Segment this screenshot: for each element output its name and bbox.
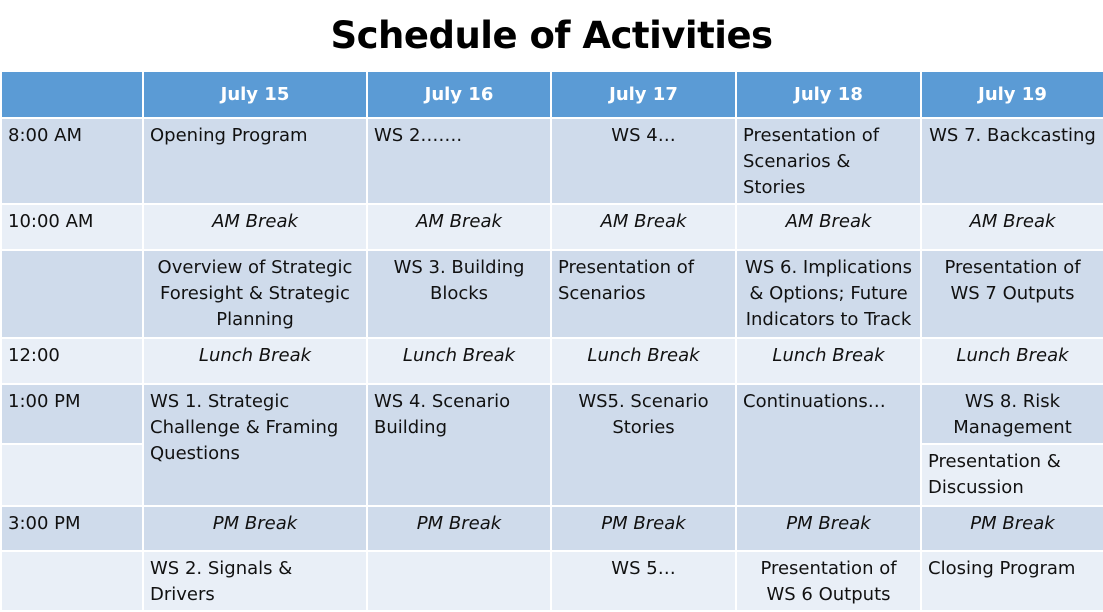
activity-cell: WS 7. Backcasting [921, 118, 1103, 204]
time-cell [1, 250, 143, 338]
activity-cell: Overview of Strategic Foresight & Strategic Planning [143, 250, 367, 338]
activity-cell: WS 6. Implications & Options; Future Indicators to Track [736, 250, 921, 338]
break-cell: Lunch Break [367, 338, 551, 384]
time-cell: 12:00 [1, 338, 143, 384]
table-row [1, 338, 1103, 384]
break-cell: AM Break [921, 204, 1103, 250]
break-cell: PM Break [367, 506, 551, 551]
time-cell: 10:00 AM [1, 204, 143, 250]
header-day-5: July 19 [921, 71, 1103, 118]
activity-cell: Presentation of Scenarios & Stories [736, 118, 921, 204]
header-day-3: July 17 [551, 71, 736, 118]
break-cell: AM Break [367, 204, 551, 250]
break-cell: PM Break [551, 506, 736, 551]
break-cell: AM Break [736, 204, 921, 250]
activity-cell: Presentation of WS 6 Outputs [736, 551, 921, 611]
break-cell: PM Break [736, 506, 921, 551]
activity-cell: Presentation of Scenarios [551, 250, 736, 338]
time-cell [1, 551, 143, 611]
time-cell: 1:00 PM [1, 384, 143, 444]
activity-cell: WS 1. Strategic Challenge & Framing Questions [143, 384, 367, 506]
activity-cell: WS 3. Building Blocks [367, 250, 551, 338]
break-cell: PM Break [143, 506, 367, 551]
header-day-1: July 15 [143, 71, 367, 118]
time-cell: 8:00 AM [1, 118, 143, 204]
activity-cell: Closing Program [921, 551, 1103, 611]
header-day-4: July 18 [736, 71, 921, 118]
activity-cell: Presentation of WS 7 Outputs [921, 250, 1103, 338]
break-cell: Lunch Break [551, 338, 736, 384]
time-cell: 3:00 PM [1, 506, 143, 551]
activity-cell: WS 5… [551, 551, 736, 611]
activity-cell: Opening Program [143, 118, 367, 204]
break-cell: AM Break [551, 204, 736, 250]
activity-cell: WS 8. Risk Management [921, 384, 1103, 444]
activity-cell: WS 2. Signals & Drivers [143, 551, 367, 611]
header-corner [1, 71, 143, 118]
table-row [1, 118, 1103, 204]
page-title: Schedule of Activities [330, 13, 773, 57]
activity-cell: WS 4. Scenario Building [367, 384, 551, 506]
table-row [1, 250, 1103, 338]
break-cell: AM Break [143, 204, 367, 250]
activity-cell: WS 2……. [367, 118, 551, 204]
activity-cell: Continuations… [736, 384, 921, 506]
break-cell: Lunch Break [143, 338, 367, 384]
break-cell: PM Break [921, 506, 1103, 551]
break-cell: Lunch Break [736, 338, 921, 384]
table-row [1, 551, 1103, 611]
activity-cell: WS 4… [551, 118, 736, 204]
time-cell [1, 444, 143, 506]
table-row [1, 384, 1103, 444]
activity-cell: Presentation & Discussion [921, 444, 1103, 506]
table-row [1, 506, 1103, 551]
header-row [1, 71, 1103, 118]
break-cell: Lunch Break [921, 338, 1103, 384]
header-day-2: July 16 [367, 71, 551, 118]
table-row [1, 204, 1103, 250]
schedule-table [0, 70, 1103, 612]
activity-cell [367, 551, 551, 611]
activity-cell: WS5. Scenario Stories [551, 384, 736, 506]
